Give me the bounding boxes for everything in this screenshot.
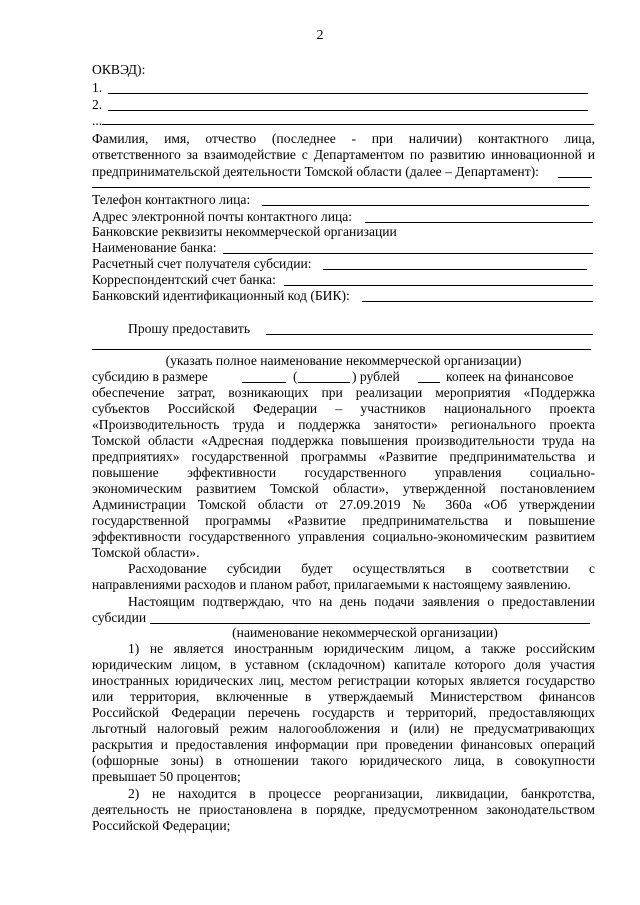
item-1-text-line: 1) не является иностранным юридическим лицом, а также российским bbox=[128, 641, 595, 656]
item-1-text-line: Российской Федерации перечень государств и территорий, предоставляющих bbox=[92, 705, 595, 720]
confirm-subsidy-label: субсидии bbox=[92, 610, 147, 625]
confirm-org-field[interactable] bbox=[150, 623, 590, 624]
org-name-field-2[interactable] bbox=[92, 349, 591, 350]
bik-label: Банковский идентификационный код (БИК): bbox=[92, 288, 350, 303]
bik-field[interactable] bbox=[362, 301, 593, 302]
expense-text-line: Расходование субсидии будет осуществляться в соответствии с bbox=[128, 561, 595, 576]
subsidy-rubles-text: ) рублей bbox=[352, 369, 400, 384]
page-number: 2 bbox=[316, 28, 324, 43]
request-text-line: государственной программы «Развитие предпринимательства и повышение bbox=[92, 513, 595, 528]
okved-line-2[interactable] bbox=[108, 110, 588, 111]
email-label: Адрес электронной почты контактного лица: bbox=[92, 209, 353, 224]
item-1-text-line: юридическим лицом, в уставном (складочном) капитале которого доля участия bbox=[92, 657, 595, 672]
subsidy-amount-field[interactable] bbox=[242, 382, 286, 383]
item-1-text-line: льготный налоговый режим налогообложения и (или) не предусматривающих bbox=[92, 721, 595, 736]
request-text-line: Томской области «Адресная поддержка повышения производительности труда на bbox=[92, 433, 595, 448]
request-text-line: субъектов Российской Федерации – участников национального проекта bbox=[92, 401, 595, 416]
bank-details-header: Банковские реквизиты некоммерческой организации bbox=[92, 224, 397, 239]
request-text-line: повышение эффективности государственного управления социально- bbox=[92, 465, 595, 480]
contact-text-line: предпринимательской деятельности Томской области (далее – Департамент): bbox=[92, 164, 539, 179]
subsidy-kopecks-text: копеек на финансовое bbox=[446, 369, 574, 384]
okved-line-1[interactable] bbox=[108, 93, 588, 94]
contact-name-field-2[interactable] bbox=[92, 187, 590, 188]
item-2-text-line: 2) не находится в процессе реорганизации, ликвидации, банкротства, bbox=[128, 786, 595, 801]
okved-item-2: 2. bbox=[92, 97, 103, 112]
request-text-line: Администрации Томской области от 27.09.2019 № 360а «Об утверждении bbox=[92, 497, 595, 512]
corr-account-label: Корреспондентский счет банка: bbox=[92, 272, 276, 287]
subsidy-paren-open: ( bbox=[293, 369, 298, 384]
request-text-line: предприятиях» государственной программы «Развитие предпринимательства и bbox=[92, 449, 595, 464]
item-1-text-line: иностранных юридических лиц, местом регистрации которых является государство bbox=[92, 673, 595, 688]
request-label: Прошу предоставить bbox=[128, 321, 251, 336]
item-1-text-line: или территория, включенные в утверждаемый Министерством финансов bbox=[92, 689, 595, 704]
request-text-line: экономическим развитием Томской области», утвержденной постановлением bbox=[92, 481, 595, 496]
item-1-text-line: (офшорные зоны) в отношении такого юридического лица, в совокупности bbox=[92, 753, 595, 768]
account-field[interactable] bbox=[323, 269, 587, 270]
subsidy-kopecks-field[interactable] bbox=[418, 382, 440, 383]
corr-account-field[interactable] bbox=[284, 285, 593, 286]
request-text-line: обеспечение затрат, возникающих при реализации мероприятия «Поддержка bbox=[92, 385, 595, 400]
request-text-line: Томской области». bbox=[92, 545, 200, 560]
okved-line-3[interactable] bbox=[102, 124, 594, 125]
bank-name-label: Наименование банка: bbox=[92, 240, 217, 255]
contact-text-line: Фамилия, имя, отчество (последнее - при наличии) контактного лица, bbox=[92, 131, 595, 146]
item-1-text-line: раскрытия и предоставления информации при проведении финансовых операций bbox=[92, 737, 595, 752]
subsidy-amount-text: субсидию в размере bbox=[92, 369, 208, 384]
contact-name-field[interactable] bbox=[558, 177, 592, 178]
request-text-line: «Производительность труда и поддержка занятости» регионального проекта bbox=[92, 417, 595, 432]
org-name-field[interactable] bbox=[266, 334, 593, 335]
item-2-text-line: Российской Федерации; bbox=[92, 818, 231, 833]
expense-text-line: направлениями расходов и планом работ, прилагаемыми к настоящему заявлению. bbox=[92, 577, 571, 592]
confirm-org-caption: (наименование некоммерческой организации) bbox=[232, 625, 498, 640]
subsidy-amount-words-field[interactable] bbox=[298, 382, 350, 383]
okved-ellipsis: ... bbox=[92, 113, 103, 128]
item-2-text-line: деятельность не приостановлена в порядке, предусмотренном законодательством bbox=[92, 802, 595, 817]
okved-item-1: 1. bbox=[92, 80, 103, 95]
phone-label: Телефон контактного лица: bbox=[92, 192, 251, 207]
request-text-line: эффективности государственного управления социально-экономическим развитием bbox=[92, 529, 595, 544]
org-name-caption: (указать полное наименование некоммерческой организации) bbox=[165, 353, 522, 368]
confirm-text-line: Настоящим подтверждаю, что на день подачи заявления о предоставлении bbox=[128, 594, 595, 609]
contact-text-line: ответственного за взаимодействие с Департаментом по развитию инновационной и bbox=[92, 147, 595, 162]
okved-label: ОКВЭД): bbox=[92, 62, 146, 77]
account-label: Расчетный счет получателя субсидии: bbox=[92, 256, 312, 271]
item-1-text-line: превышает 50 процентов; bbox=[92, 769, 241, 784]
phone-field[interactable] bbox=[262, 205, 589, 206]
bank-name-field[interactable] bbox=[223, 253, 593, 254]
email-field[interactable] bbox=[365, 222, 593, 223]
